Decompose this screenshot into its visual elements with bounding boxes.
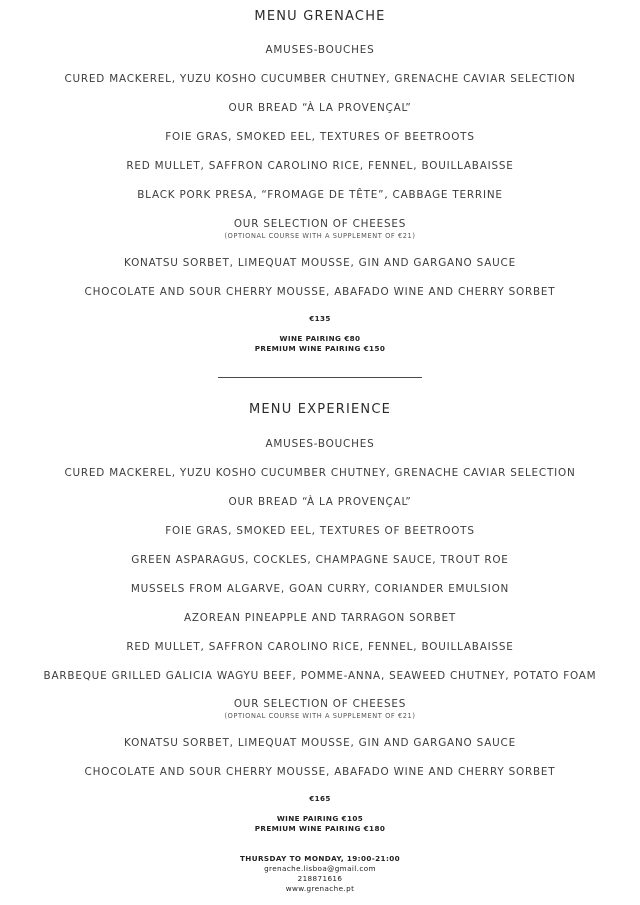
menu2-course: AZOREAN PINEAPPLE AND TARRAGON SORBET [183, 612, 457, 624]
menu2-cheese-note: (OPTIONAL COURSE WITH A SUPPLEMENT OF €21) [224, 712, 416, 720]
menu2-course-cheeses: OUR SELECTION OF CHEESES [233, 698, 407, 710]
contact-email[interactable]: grenache.lisboa@gmail.com [264, 864, 376, 873]
menu1-course: CHOCOLATE AND SOUR CHERRY MOUSSE, ABAFADO WINE AND CHERRY SORBET [84, 286, 556, 298]
menu2-course: CHOCOLATE AND SOUR CHERRY MOUSSE, ABAFADO WINE AND CHERRY SORBET [84, 766, 556, 778]
menu2-course: RED MULLET, SAFFRON CAROLINO RICE, FENNEL, BOUILLABAISSE [126, 641, 514, 653]
menu2-premium-wine-pairing: PREMIUM WINE PAIRING €180 [254, 824, 386, 833]
menu2-course: FOIE GRAS, SMOKED EEL, TEXTURES OF BEETROOTS [165, 525, 475, 537]
menu2-wine-pairing: WINE PAIRING €105 [276, 814, 364, 823]
menu1-cheese-note: (OPTIONAL COURSE WITH A SUPPLEMENT OF €21) [224, 232, 416, 240]
menu1-course: OUR BREAD “À LA PROVENÇAL” [228, 102, 412, 114]
menu1-course: BLACK PORK PRESA, “FROMAGE DE TÊTE”, CABBAGE TERRINE [137, 189, 503, 201]
menu2-course: AMUSES-BOUCHES [265, 438, 375, 450]
menu-experience-title: MENU EXPERIENCE [248, 402, 392, 417]
menu-grenache-title: MENU GRENACHE [254, 9, 386, 24]
opening-hours: THURSDAY TO MONDAY, 19:00-21:00 [239, 854, 401, 863]
menu1-course: FOIE GRAS, SMOKED EEL, TEXTURES OF BEETROOTS [165, 131, 475, 143]
menu2-price: €165 [309, 794, 331, 803]
menu1-course: RED MULLET, SAFFRON CAROLINO RICE, FENNEL, BOUILLABAISSE [126, 160, 514, 172]
section-divider [218, 377, 422, 378]
menu1-course: CURED MACKEREL, YUZU KOSHO CUCUMBER CHUTNEY, GRENACHE CAVIAR SELECTION [64, 73, 576, 85]
menu1-wine-pairing: WINE PAIRING €80 [279, 334, 361, 343]
menu1-premium-wine-pairing: PREMIUM WINE PAIRING €150 [254, 344, 386, 353]
menu2-course: OUR BREAD “À LA PROVENÇAL” [228, 496, 412, 508]
menu1-course: AMUSES-BOUCHES [265, 44, 375, 56]
menu2-course: BARBEQUE GRILLED GALICIA WAGYU BEEF, POMME-ANNA, SEAWEED CHUTNEY, POTATO FOAM [43, 670, 597, 682]
website-link[interactable]: www.grenache.pt [285, 884, 355, 893]
menu2-course: KONATSU SORBET, LIMEQUAT MOUSSE, GIN AND GARGANO SAUCE [124, 737, 516, 749]
menu2-course: MUSSELS FROM ALGARVE, GOAN CURRY, CORIANDER EMULSION [130, 583, 510, 595]
menu1-price: €135 [309, 314, 331, 323]
contact-phone[interactable]: 218871616 [297, 874, 343, 883]
menu2-course: CURED MACKEREL, YUZU KOSHO CUCUMBER CHUTNEY, GRENACHE CAVIAR SELECTION [64, 467, 576, 479]
menu2-course: GREEN ASPARAGUS, COCKLES, CHAMPAGNE SAUCE, TROUT ROE [131, 554, 509, 566]
menu1-course-cheeses: OUR SELECTION OF CHEESES [233, 218, 407, 230]
menu1-course: KONATSU SORBET, LIMEQUAT MOUSSE, GIN AND GARGANO SAUCE [124, 257, 516, 269]
